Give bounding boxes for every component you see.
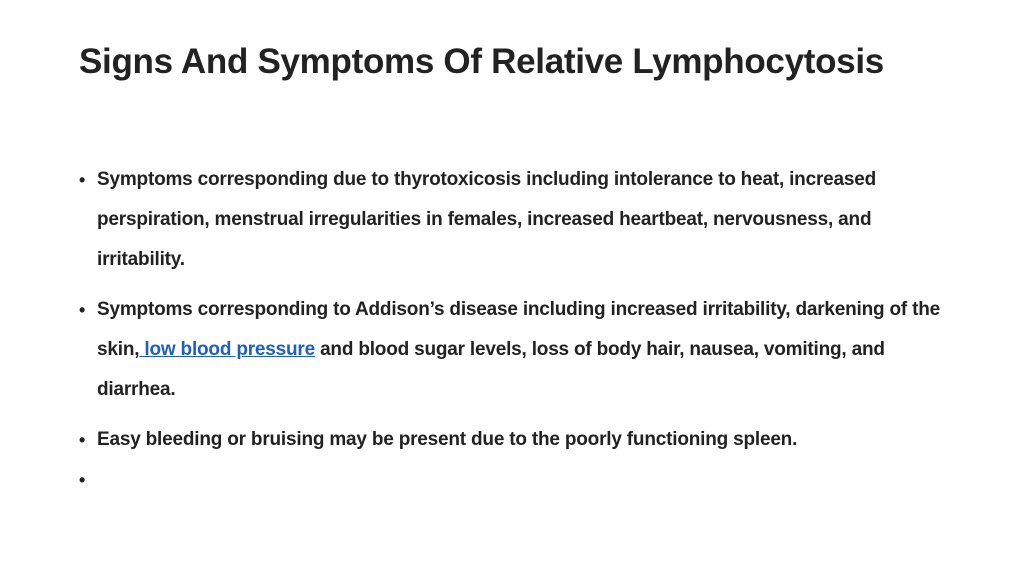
bullet-icon: • <box>79 470 86 490</box>
bullet-item-spleen <box>79 420 959 460</box>
bullet-icon: • <box>79 430 86 450</box>
bullet-text-after-link: and blood sugar levels, loss of body hair, nausea, vomiting, and diarrhea. <box>97 339 885 400</box>
bullet-text: Easy bleeding or bruising may be present due to the poorly functioning spleen. <box>97 429 798 450</box>
slide-title: Signs And Symptoms Of Relative Lymphocytosis <box>79 42 884 81</box>
bullet-text: Symptoms corresponding due to thyrotoxicosis including intolerance to heat, increased perspiration, menstrual irregularities in females, increased heartbeat, nervousness, and irritability. <box>97 169 877 270</box>
bullet-icon: • <box>79 300 86 320</box>
low-blood-pressure-link[interactable]: low blood pressure <box>139 339 315 360</box>
bullet-list <box>79 160 959 510</box>
bullet-item-empty <box>79 460 959 500</box>
bullet-icon: • <box>79 170 86 190</box>
bullet-item-addisons <box>79 290 959 410</box>
bullet-item-thyrotoxicosis <box>79 160 959 280</box>
bullet-text-before-link: Symptoms corresponding to Addison’s disease including increased irritability, darkening of the skin, <box>97 299 941 360</box>
